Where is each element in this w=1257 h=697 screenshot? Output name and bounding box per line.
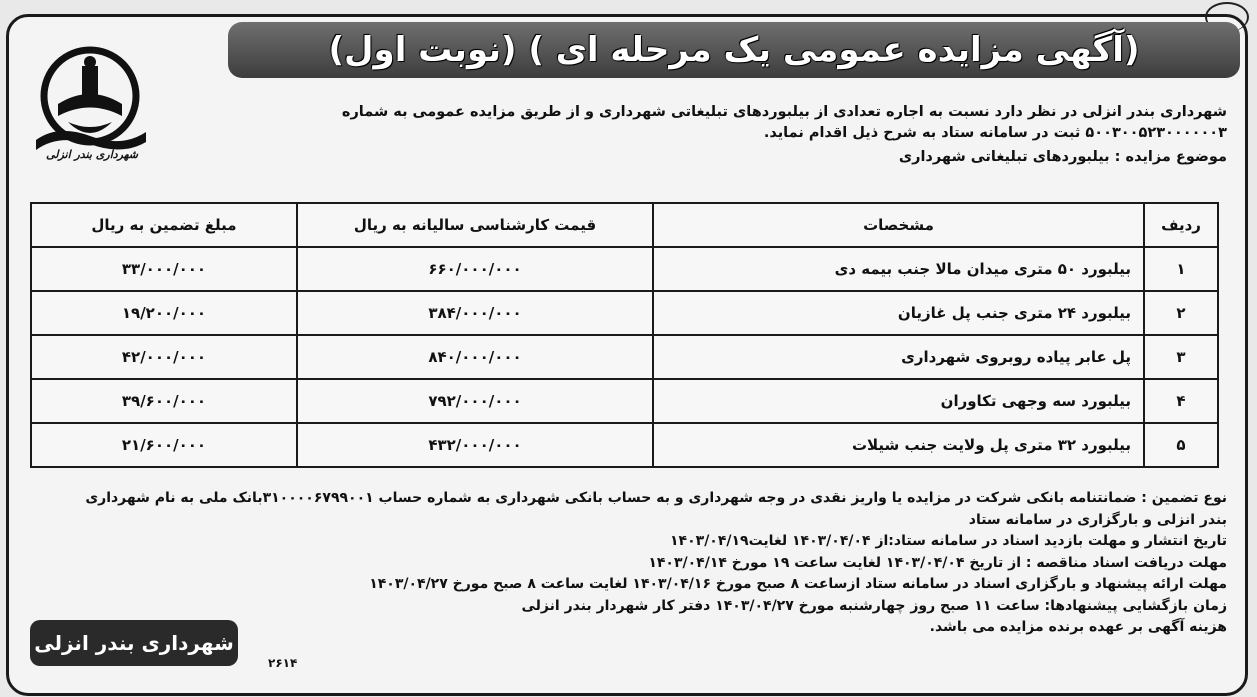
table-row	[31, 291, 1218, 335]
row-price: ۸۴۰/۰۰۰/۰۰۰	[297, 335, 653, 379]
intro-paragraph: شهرداری بندر انزلی در نظر دارد نسبت به اجاره تعدادی از بیلبوردهای تبلیغاتی شهرداری و از طریق مزایده عمومی به شماره ۵۰۰۳۰۰۵۲۳۰۰۰۰۰۰۳ ثبت در سامانه ستاد به شرح ذیل اقدام نماید.	[341, 104, 1227, 141]
header-row-number: ردیف	[1144, 203, 1218, 247]
table-row	[31, 379, 1218, 423]
row-guarantee: ۴۲/۰۰۰/۰۰۰	[31, 335, 297, 379]
ad-code: ۲۶۱۴	[268, 656, 298, 670]
note-guarantee-upload: بندر انزلی و بارگزاری در سامانه ستاد	[968, 511, 1227, 528]
row-number: ۳	[1144, 335, 1218, 379]
note-opening-time: زمان بازگشایی پیشنهادها: ساعت ۱۱ صبح روز چهارشنبه مورخ ۱۴۰۳/۰۴/۲۷ دفتر کار شهردار بندر انزلی	[521, 597, 1227, 614]
note-publish-date: تاریخ انتشار و مهلت بازدید اسناد در سامانه ستاد:از ۱۴۰۳/۰۴/۰۴ لغایت۱۴۰۳/۰۴/۱۹	[670, 533, 1227, 549]
row-spec: بیلبورد ۲۴ متری جنب پل غازیان	[653, 291, 1144, 335]
row-spec: بیلبورد سه وجهی تکاوران	[653, 379, 1144, 423]
row-price: ۶۶۰/۰۰۰/۰۰۰	[297, 247, 653, 291]
footer-badge	[30, 620, 238, 666]
row-guarantee: ۳۹/۶۰۰/۰۰۰	[31, 379, 297, 423]
row-price: ۴۳۲/۰۰۰/۰۰۰	[297, 423, 653, 467]
table-row	[31, 335, 1218, 379]
title-banner	[228, 22, 1240, 78]
table-row	[31, 247, 1218, 291]
row-spec: بیلبورد ۵۰ متری میدان مالا جنب بیمه دی	[653, 247, 1144, 291]
row-number: ۲	[1144, 291, 1218, 335]
note-document-deadline: مهلت دریافت اسناد مناقصه : از تاریخ ۱۴۰۳/۰۴/۰۴ لغایت ساعت ۱۹ مورخ ۱۴۰۳/۰۴/۱۴	[648, 554, 1227, 571]
row-price: ۳۸۴/۰۰۰/۰۰۰	[297, 291, 653, 335]
table-row	[31, 423, 1218, 467]
row-number: ۱	[1144, 247, 1218, 291]
row-price: ۷۹۲/۰۰۰/۰۰۰	[297, 379, 653, 423]
auction-topic: موضوع مزایده : بیلبوردهای تبلیغاتی شهرداری	[898, 149, 1227, 165]
municipality-logo	[28, 44, 152, 174]
row-guarantee: ۲۱/۶۰۰/۰۰۰	[31, 423, 297, 467]
row-number: ۴	[1144, 379, 1218, 423]
row-number: ۵	[1144, 423, 1218, 467]
row-spec: بیلبورد ۳۲ متری پل ولایت جنب شیلات	[653, 423, 1144, 467]
ad-title: (آگهی مزایده عمومی یک مرحله ای ) (نوبت اول)	[328, 30, 1140, 70]
header-spec: مشخصات	[653, 203, 1144, 247]
header-guarantee: مبلغ تضمین به ریال	[31, 203, 297, 247]
row-spec: پل عابر پیاده روبروی شهرداری	[653, 335, 1144, 379]
note-offer-deadline: مهلت ارائه پیشنهاد و بارگزاری اسناد در سامانه ستاد ازساعت ۸ صبح مورخ ۱۴۰۳/۰۴/۱۶ لغایت ساعت ۸ صبح مورخ ۱۴۰۳/۰۴/۲۷	[369, 576, 1227, 592]
row-guarantee: ۳۳/۰۰۰/۰۰۰	[31, 247, 297, 291]
auction-notes	[27, 488, 1227, 639]
logo-caption: شهرداری بندر انزلی	[45, 148, 139, 161]
header-price: قیمت کارشناسی سالیانه به ریال	[297, 203, 653, 247]
row-guarantee: ۱۹/۲۰۰/۰۰۰	[31, 291, 297, 335]
note-ad-cost: هزینه آگهی بر عهده برنده مزایده می باشد.	[929, 619, 1227, 635]
footer-badge-text: شهرداری بندر انزلی	[34, 631, 234, 655]
table-header-row	[31, 203, 1218, 247]
note-guarantee-type: نوع تضمین : ضمانتنامه بانکی شرکت در مزایده یا واریز نقدی در وجه شهرداری و به حساب بانکی شهرداری به شماره حساب ۳۱۰۰۰۰۶۷۹۹۰۰۱بانک ملی به نام شهرداری	[85, 490, 1227, 506]
billboard-table	[30, 202, 1219, 468]
